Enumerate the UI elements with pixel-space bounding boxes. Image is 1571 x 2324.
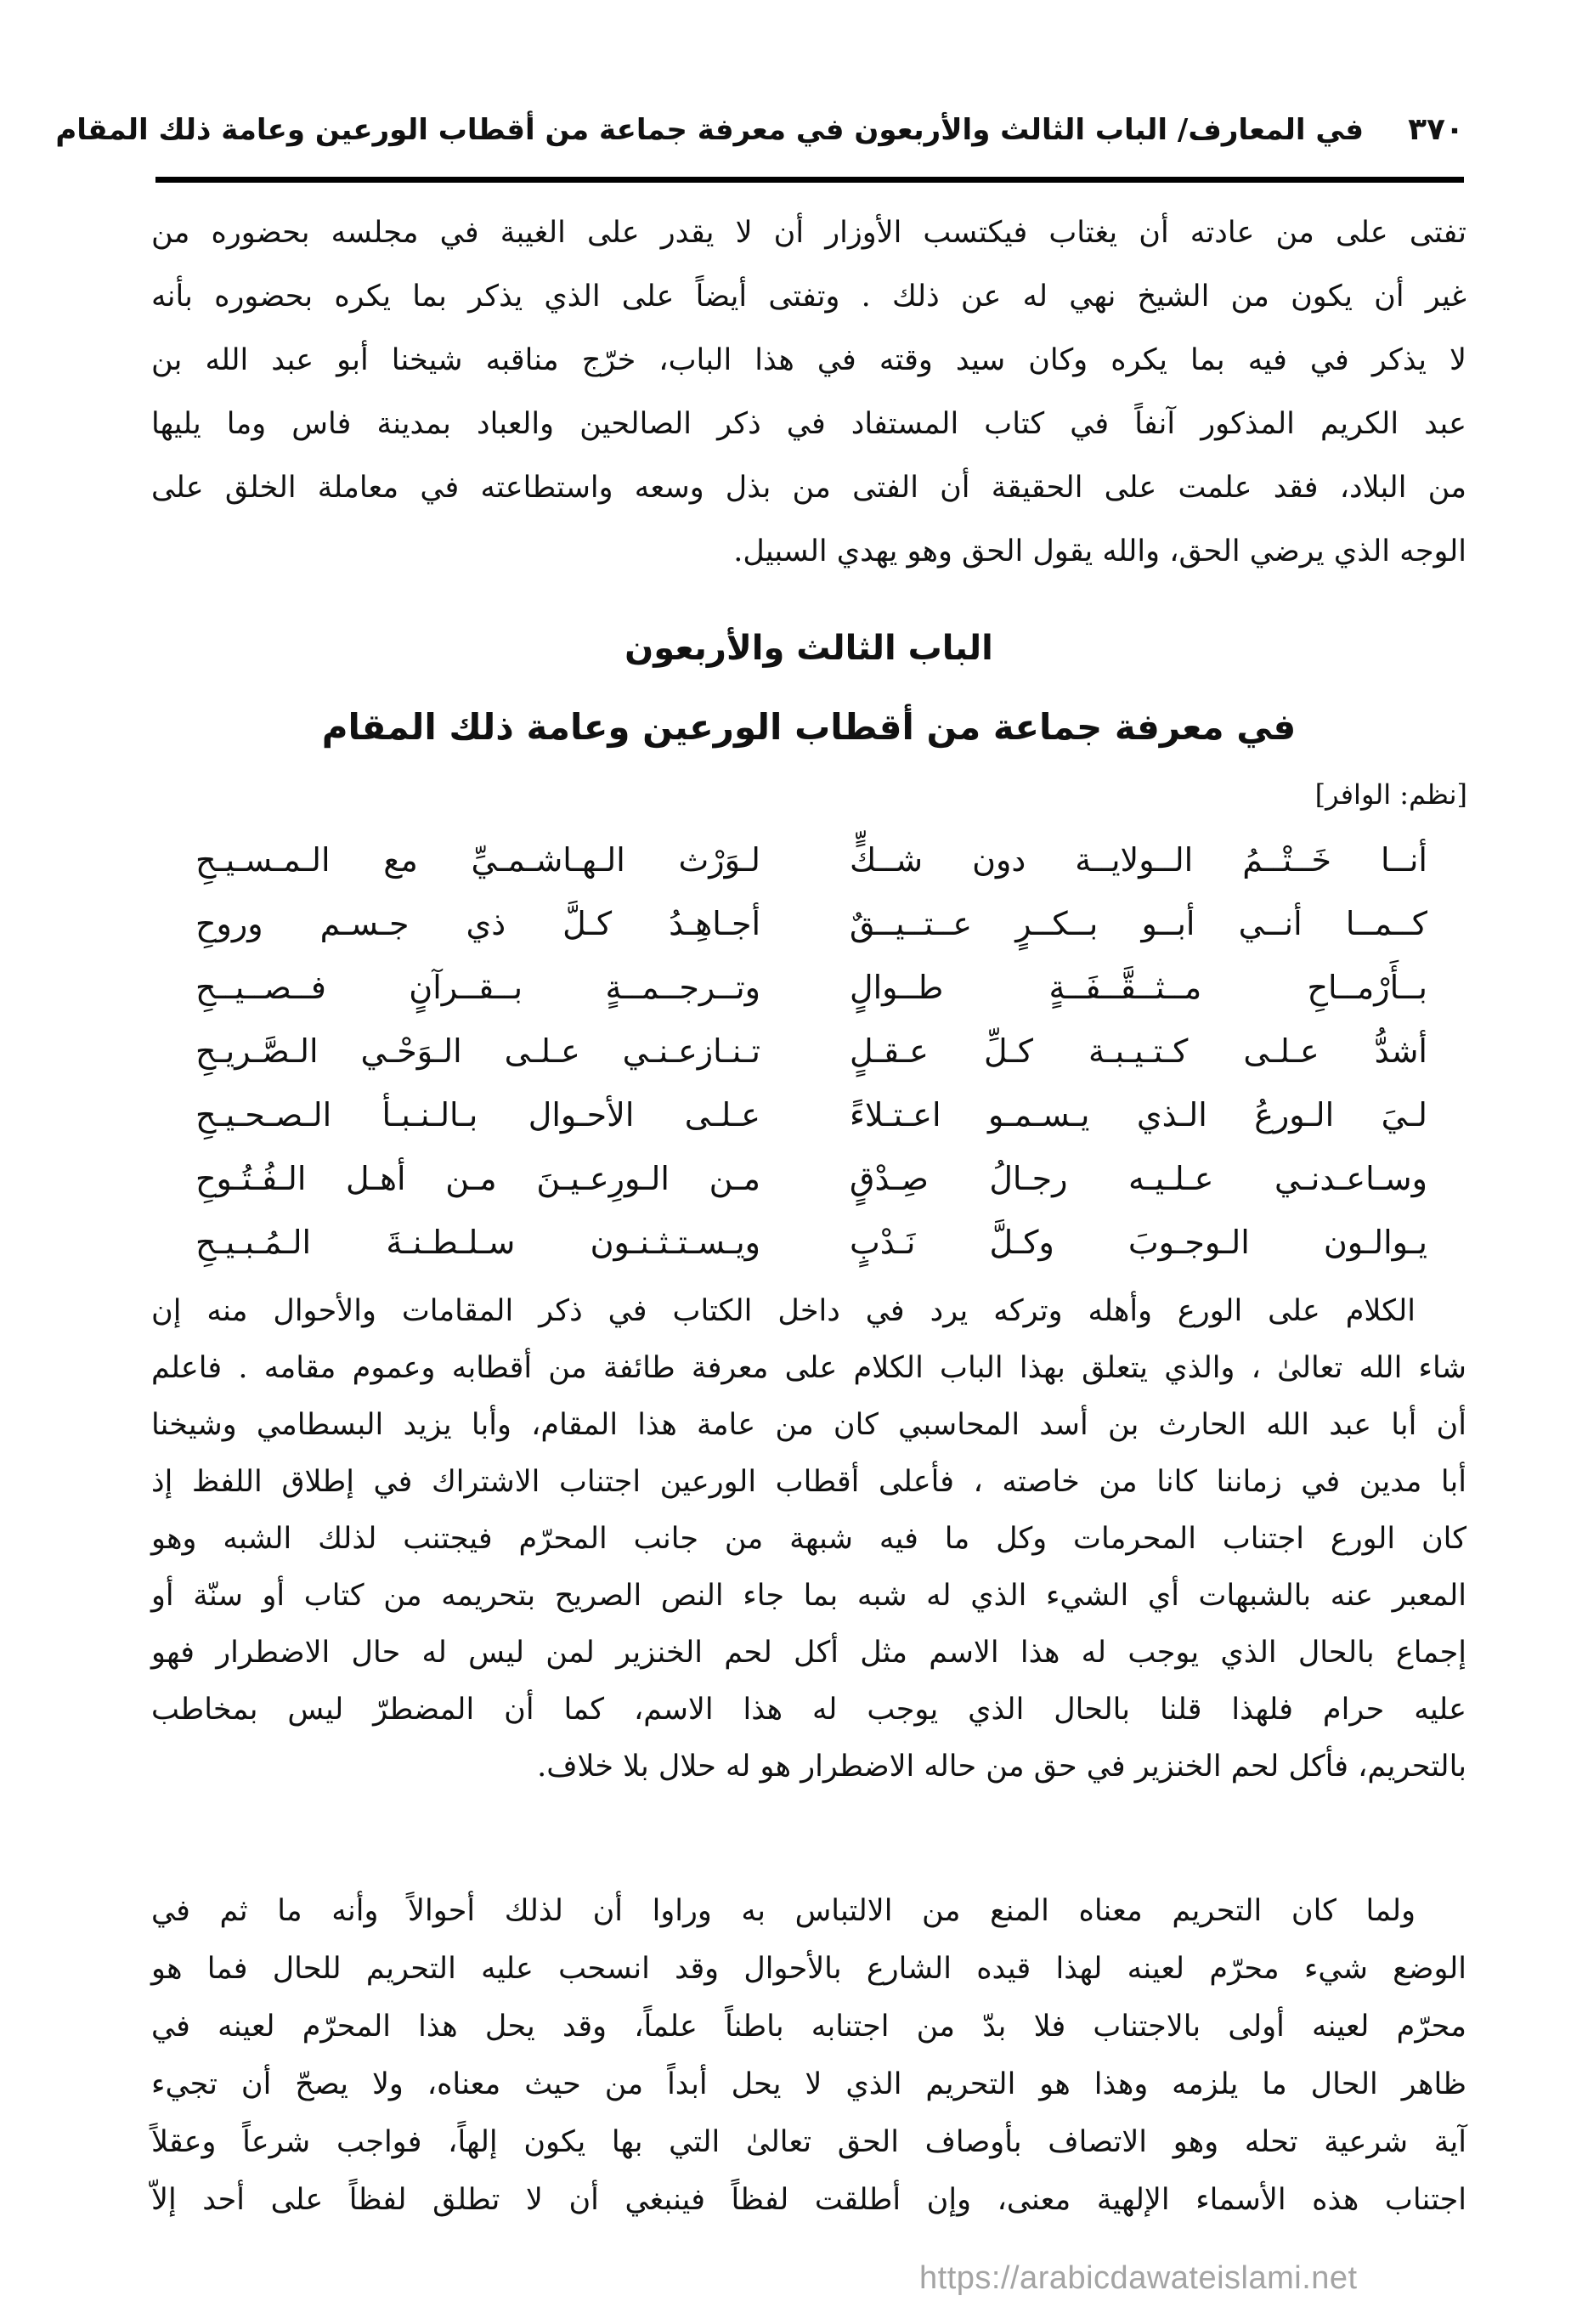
verse-first-hemistich: أنــا خَــتْــمُ الــولايــة دون شــكٍّ [850, 841, 1427, 879]
text-line: أن أبا عبد الله الحارث بن أسد المحاسبي كان من عامة هذا المقام، وأبا يزيد البسطامي وشيخنا [151, 1408, 1466, 1442]
poem-verse [170, 1211, 1444, 1275]
text-line: الكلام على الورع وأهله وتركه يرد في داخل الكتاب في ذكر المقامات والأحوال منه إن [151, 1294, 1416, 1328]
verse-first-hemistich: بــأَرْمــاحِ مــثــقَّــفَــةٍ طــوالٍ [850, 969, 1427, 1006]
text-line: من البلاد، فقد علمت على الحقيقة أن الفتى من بذل وسعه واستطاعته في معاملة الخلق على [151, 471, 1466, 505]
poem-verse [170, 1020, 1444, 1083]
poem [170, 828, 1444, 1275]
paragraph-1 [151, 201, 1466, 584]
chapter-subtitle: في معرفة جماعة من أقطاب الورعين وعامة ذلك المقام [321, 706, 1297, 748]
text-line: كان الورع اجتناب المحرمات وكل ما فيه شبهة من جانب المحرّم فيجتنب لذلك الشبه وهو [151, 1522, 1466, 1556]
verse-second-hemistich: تـنـازعـنـي عـلـى الـوَحْـي الـصَّـريـحِ [195, 1032, 760, 1070]
text-line: محرّم لعينه أولى بالاجتناب فلا بدّ من اجتنابه باطناً علماً، وقد يحل هذا المحرّم لعينه في [151, 2010, 1466, 2044]
text-line: غير أن يكون من الشيخ نهي له عن ذلك . وتفتى أيضاً على الذي يذكر بما يكره بحضوره بأنه [151, 280, 1466, 314]
verse-second-hemistich: عـلـى الأحـوال بـالـنـبـأ الـصـحـيـحِ [195, 1096, 760, 1134]
poem-verse [170, 828, 1444, 892]
text-line: اجتناب هذه الأسماء الإلهية معنى، وإن أطلقت لفظاً فينبغي أن لا تطلق لفظاً على أحد إلاّ [151, 2183, 1466, 2217]
watermark-url: https://arabicdawateislami.net [919, 2260, 1358, 2296]
paragraph-2 [151, 1283, 1466, 1795]
text-line: ولما كان التحريم معناه المنع من الالتباس به وراوا أن لذلك أحوالاً وأنه ما ثم في [151, 1894, 1416, 1928]
verse-first-hemistich: أشدُّ عـلـى كـتـيـبـة كـلِّ عـقـلٍ [850, 1032, 1427, 1070]
text-line: عليه حرام فلهذا قلنا بالحال الذي يوجب له هذا الاسم، كما أن المضطرّ ليس بمخاطب [151, 1693, 1466, 1727]
text-line: الوضع شيء محرّم لعينه لهذا قيده الشارع بالأحوال وقد انسحب عليه التحريم للحال فما هو [151, 1952, 1466, 1986]
verse-second-hemistich: أجـاهِـدُ كـلَّ ذي جـسـم وروحِ [195, 905, 760, 942]
running-head [55, 100, 1464, 160]
verse-first-hemistich: لـيَ الـورعُ الـذي يـسـمـو اعـتـلاءً [850, 1096, 1427, 1134]
paragraph-3 [151, 1882, 1466, 2229]
text-line: تفتى على من عادته أن يغتاب فيكتسب الأوزار أن لا يقدر على الغيبة في مجلسه بحضوره من [151, 216, 1466, 250]
verse-first-hemistich: وسـاعـدنـي عـلـيـه رجـالُ صِـدْقٍ [850, 1160, 1427, 1197]
verse-second-hemistich: وتــرجــمــةٍ بــقــرآنٍ فــصــيــحِ [195, 969, 760, 1006]
header-rule [155, 177, 1464, 183]
text-line: ظاهر الحال ما يلزمه وهذا هو التحريم الذي لا يحل أبداً من حيث معناه، ولا يصحّ أن تجيء [151, 2067, 1466, 2101]
running-title: في المعارف/ الباب الثالث والأربعون في معرفة جماعة من أقطاب الورعين وعامة ذلك المقام [55, 113, 1365, 147]
poem-meter-note: [نظم: الوافر] [1314, 778, 1467, 811]
verse-second-hemistich: مـن الـورِعـيـنَ مـن أهـل الـفُـتُـوحِ [195, 1160, 760, 1197]
text-line: أبا مدين في زماننا كانا من خاصته ، فأعلى أقطاب الورعين اجتناب الاشتراك في إطلاق اللفظ إذ [151, 1465, 1466, 1499]
text-line: إجماع بالحال الذي يوجب له هذا الاسم مثل أكل لحم الخنزير لمن ليس له حال الاضطرار فهو [151, 1636, 1466, 1670]
verse-first-hemistich: كــمــا أنــي أبــو بــكــرٍ عــتــيــقٌ [850, 905, 1427, 942]
verse-first-hemistich: يـوالـون الـوجـوبَ وكـلَّ نَـدْبٍ [850, 1224, 1427, 1261]
text-line: عبد الكريم المذكور آنفاً في كتاب المستفاد في ذكر الصالحين والعباد بمدينة فاس وما يليها [151, 407, 1466, 441]
verse-second-hemistich: ويـسـتـثـنـون سـلـطـنـةَ الـمُـبـيـحِ [195, 1224, 760, 1261]
text-line: المعبر عنه بالشبهات أي الشيء الذي له شبه بما جاء النص الصريح بتحريمه من كتاب أو سنّة أو [151, 1579, 1466, 1613]
text-line: شاء الله تعالىٰ ، والذي يتعلق بهذا الباب الكلام على معرفة طائفة من أقطابه وعموم مقامه . فاعلم [151, 1351, 1466, 1385]
page-number: ٣٧٠ [1408, 112, 1464, 147]
poem-verse [170, 1083, 1444, 1147]
text-line: بالتحريم، فأكل لحم الخنزير في حق من حاله الاضطرار هو له حلال بلا خلاف. [537, 1750, 1466, 1784]
text-line: لا يذكر في فيه بما يكره وكان سيد وقته في هذا الباب، خرّج مناقبه شيخنا أبو عبد الله بن [151, 343, 1466, 377]
text-line: آية شرعية تحله وهو الاتصاف بأوصاف الحق تعالىٰ التي بها يكون إلهاً، فواجب شرعاً وعقلاً [151, 2125, 1466, 2159]
poem-verse [170, 1147, 1444, 1211]
verse-second-hemistich: لـوَرْث الـهـاشـمـيِّ مع الـمـسـيـحِ [195, 841, 760, 879]
chapter-title: الباب الثالث والأربعون [624, 629, 993, 668]
poem-verse [170, 892, 1444, 956]
poem-verse [170, 956, 1444, 1020]
text-line: الوجه الذي يرضي الحق، والله يقول الحق وهو يهدي السبيل. [733, 534, 1466, 568]
